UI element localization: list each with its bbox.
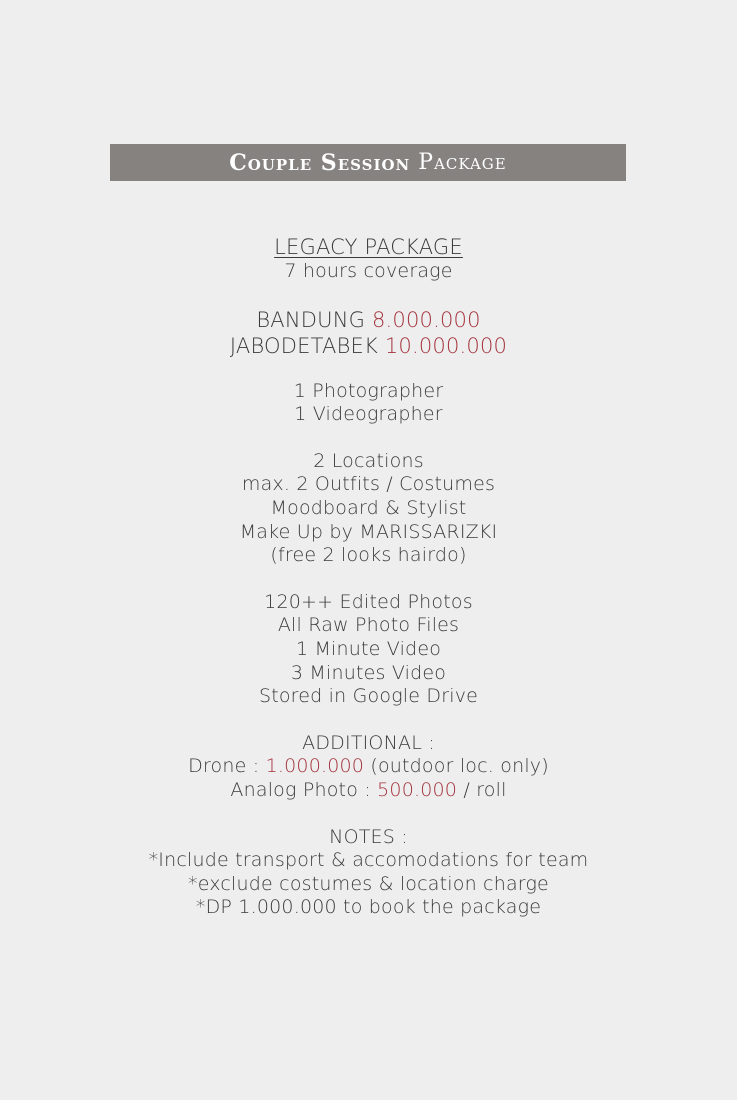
price-row-bandung: [0, 307, 737, 333]
drone-price: 1.000.000: [265, 755, 365, 778]
note-item: *Include transport & accomodations for team: [148, 849, 589, 872]
session-item: Moodboard & Stylist: [270, 496, 467, 519]
deliverable-item: All Raw Photo Files: [277, 614, 460, 637]
deliverable-item: 3 Minutes Video: [290, 661, 447, 684]
analog-suffix: / roll: [457, 778, 507, 801]
price-region: BANDUNG: [256, 307, 366, 332]
banner-bold-text: Couple Session: [229, 149, 411, 176]
price-row-jabodetabek: [0, 333, 737, 359]
package-title: LEGACY PACKAGE: [274, 235, 463, 259]
package-coverage: 7 hours coverage: [284, 260, 453, 282]
note-item: *DP 1.000.000 to book the package: [195, 896, 542, 919]
banner-light-text: Package: [418, 150, 507, 175]
crew-item: 1 Videographer: [294, 403, 443, 426]
deliverable-item: Stored in Google Drive: [258, 685, 479, 708]
price-amount: 10.000.000: [384, 333, 508, 358]
session-item: Make Up by MARISSARIZKI: [239, 520, 498, 543]
price-amount: 8.000.000: [371, 307, 481, 332]
crew-item: 1 Photographer: [293, 379, 444, 402]
session-item: (free 2 looks hairdo): [270, 544, 467, 567]
notes-heading: NOTES :: [329, 825, 408, 848]
section-banner: [110, 144, 626, 181]
additional-drone: [0, 755, 737, 779]
drone-label: Drone :: [188, 755, 266, 778]
analog-price: 500.000: [377, 778, 458, 801]
price-region: JABODETABEK: [229, 333, 378, 358]
deliverable-item: 1 Minute Video: [295, 637, 442, 660]
drone-suffix: (outdoor loc. only): [364, 755, 549, 778]
deliverable-item: 120++ Edited Photos: [264, 590, 473, 613]
session-item: max. 2 Outfits / Costumes: [241, 473, 496, 496]
analog-label: Analog Photo :: [230, 778, 378, 801]
additional-heading: ADDITIONAL :: [302, 731, 435, 754]
package-details: [0, 234, 737, 920]
note-item: *exclude costumes & location charge: [188, 872, 549, 895]
session-item: 2 Locations: [313, 449, 424, 472]
additional-analog: [0, 779, 737, 803]
